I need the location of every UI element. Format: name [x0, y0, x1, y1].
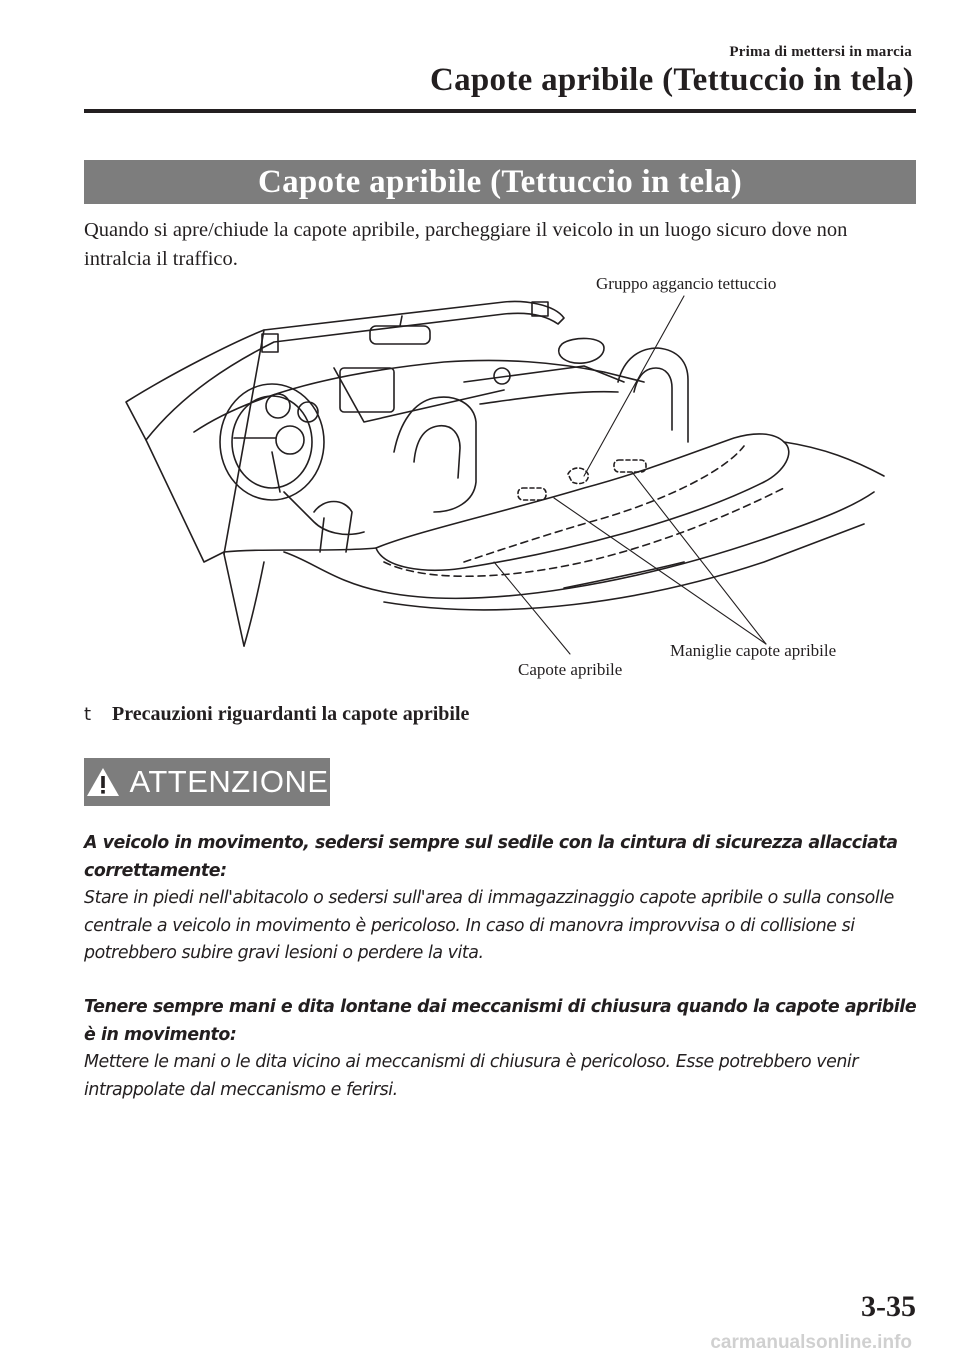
page-number: 3-35: [861, 1290, 916, 1323]
precautions-heading-text: Precauzioni riguardanti la capote apribile: [112, 703, 470, 725]
warning-item-1: [84, 830, 924, 968]
label-latch-assembly: Gruppo aggancio tettuccio: [596, 274, 777, 293]
precautions-heading: [84, 703, 469, 726]
watermark: carmanualsonline.info: [710, 1332, 912, 1353]
car-interior-illustration: [84, 262, 916, 692]
warning-badge-label: ATTENZIONE: [129, 764, 329, 799]
section-banner-title: Capote apribile (Tettuccio in tela): [257, 163, 743, 200]
intro-paragraph: Quando si apre/chiude la capote apribile, parcheggiare il veicolo in un luogo sicuro dove non intralcia il traffico.: [84, 219, 848, 270]
label-convertible-top: Capote apribile: [518, 660, 623, 679]
warning-item-2-title: Tenere sempre mani e dita lontane dai meccanismi di chiusura quando la capote apribile è in movimento:: [84, 997, 917, 1045]
warning-item-2-body: Mettere le mani o le dita vicino ai meccanismi di chiusura è pericoloso. Esse potrebbero venir intrappolate dal meccanismo e ferirsi.: [84, 1052, 859, 1100]
page-header-title: Capote apribile (Tettuccio in tela): [429, 62, 914, 98]
warning-triangle-icon: [85, 766, 121, 798]
bullet-marker: t: [84, 704, 92, 725]
warning-item-1-body: Stare in piedi nell'abitacolo o sedersi sull'area di immagazzinaggio capote apribile o sulla consolle centrale a veicolo in movimento è pericoloso. In caso di manovra improvvisa o di collisione si potrebbero subire gravi lesioni o perdere la vita.: [84, 888, 894, 963]
warning-badge: [84, 758, 330, 806]
section-banner: [84, 160, 916, 204]
chapter-label: Prima di mettersi in marcia: [729, 44, 912, 60]
header-rule: [84, 109, 916, 113]
convertible-top-figure: [84, 262, 916, 692]
label-top-handles: Maniglie capote apribile: [670, 641, 837, 660]
warning-item-1-title: A veicolo in movimento, sedersi sempre sul sedile con la cintura di sicurezza allacciata correttamente:: [84, 833, 898, 881]
warning-item-2: [84, 994, 924, 1104]
